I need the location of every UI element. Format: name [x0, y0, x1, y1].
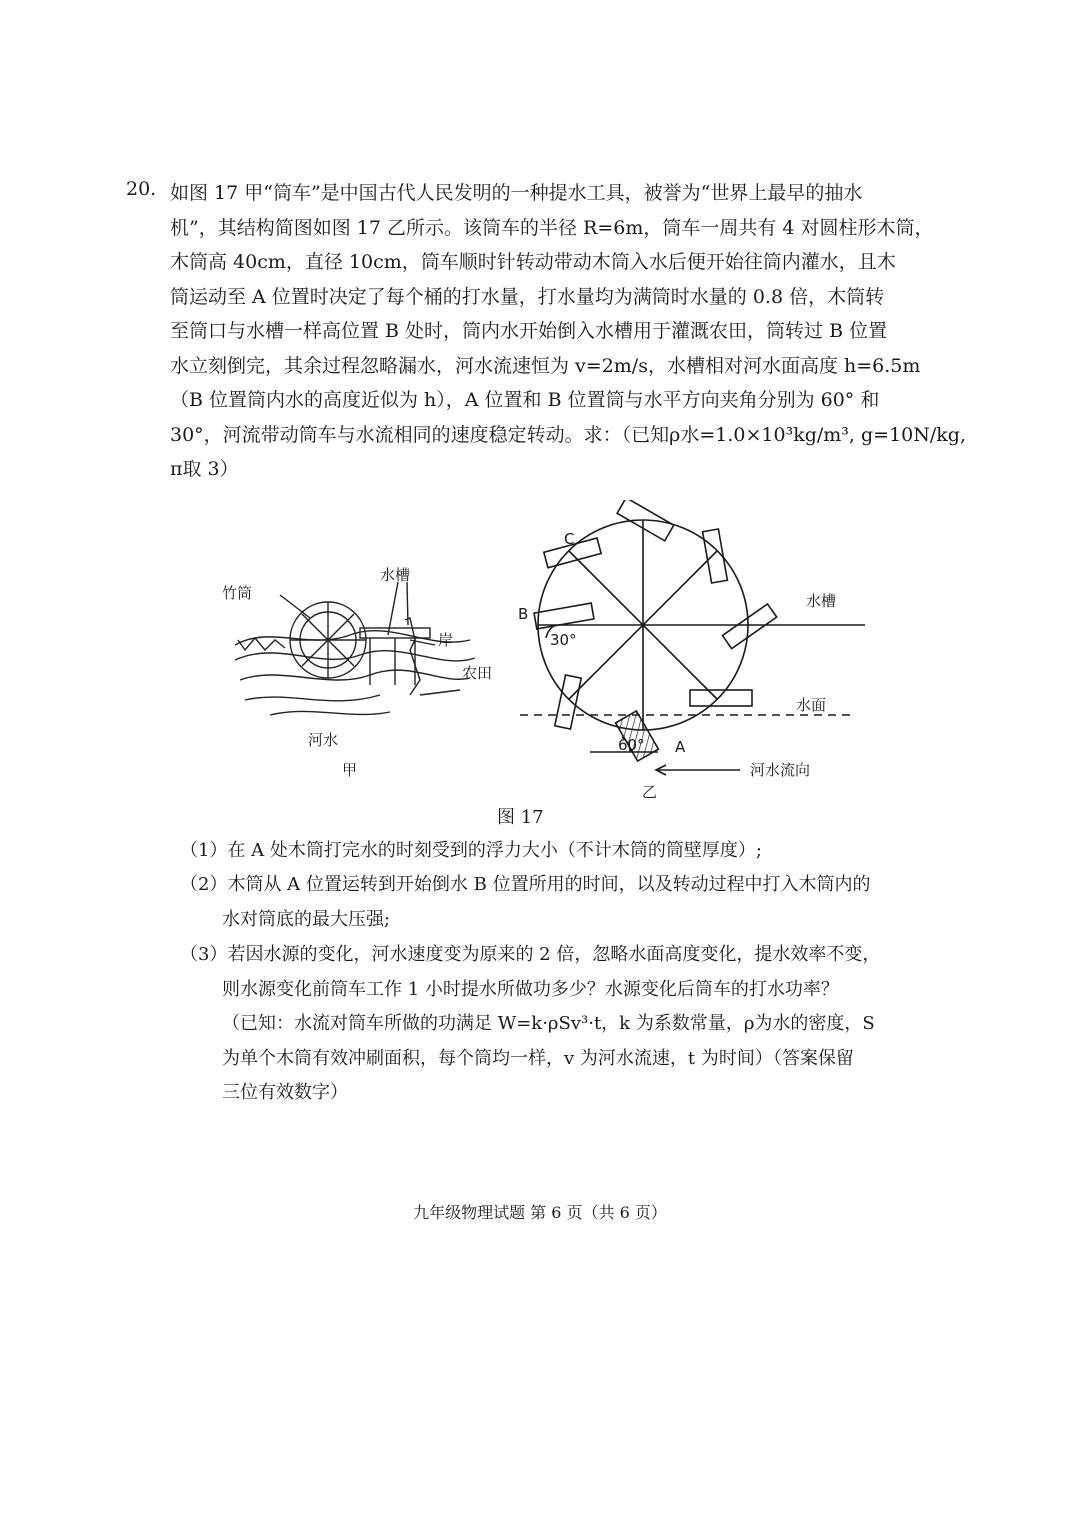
subquestion-line: 三位有效数字）	[222, 1082, 348, 1103]
subquestion-line: （3）若因水源的变化，河水速度变为原来的 2 倍，忽略水面高度变化，提水效率不变，	[180, 944, 881, 965]
stem-line: 至筒口与水槽一样高位置 B 处时，筒内水开始倒入水槽用于灌溉农田，筒转过 B 位置	[170, 320, 888, 342]
label-a: A	[675, 738, 686, 756]
label-trough-left: 水槽	[380, 566, 411, 584]
sub-caption-jia: 甲	[342, 761, 358, 779]
label-trough-right: 水槽	[806, 592, 837, 610]
figure-17	[210, 500, 870, 800]
sub-caption-yi: 乙	[642, 783, 658, 800]
label-bamboo-tube: 竹筒	[222, 584, 253, 602]
subquestion-1	[180, 834, 920, 869]
stem-line: 30°，河流带动筒车与水流相同的速度稳定转动。求：（已知ρ水=1.0×10³kg/m³, g=10N/kg,	[170, 423, 966, 446]
page-footer: 九年级物理试题 第 6 页（共 6 页）	[413, 1203, 667, 1222]
stem-line: 水立刻倒完，其余过程忽略漏水，河水流速恒为 v=2m/s，水槽相对河水面高度 h=6.5m	[170, 354, 921, 377]
label-farmland: 农田	[462, 664, 493, 682]
stem-line: （B 位置筒内水的高度近似为 h），A 位置和 B 位置筒与水平方向夹角分别为 60° 和	[170, 389, 880, 411]
label-c: C	[564, 530, 575, 548]
subquestion-line: 则水源变化前筒车工作 1 小时提水所做功多少？水源变化后筒车的打水功率？	[222, 978, 839, 1000]
question-stem	[170, 176, 966, 487]
subquestion-3	[180, 938, 920, 1111]
subquestion-2	[180, 868, 920, 937]
angle-b-label: 30°	[550, 631, 577, 649]
subquestion-line: 水对筒底的最大压强;	[222, 908, 391, 930]
label-river-flow: 河水流向	[750, 761, 811, 779]
stem-line: π取 3）	[170, 458, 239, 480]
label-b: B	[518, 605, 529, 623]
stem-line: 木筒高 40cm，直径 10cm，筒车顺时针转动带动木筒入水后便开始往筒内灌水，且木	[170, 251, 896, 273]
stem-line: 机”，其结构简图如图 17 乙所示。该筒车的半径 R=6m，筒车一周共有 4 对圆柱形木筒，	[170, 216, 934, 239]
label-water-surface: 水面	[796, 696, 827, 714]
stem-line: 如图 17 甲“筒车”是中国古代人民发明的一种提水工具，被誉为“世界上最早的抽水	[170, 182, 863, 204]
subquestion-line: （2）木筒从 A 位置运转到开始倒水 B 位置所用的时间，以及转动过程中打入木筒内的	[180, 874, 871, 895]
question-number: 20.	[126, 178, 157, 200]
label-bank: 岸	[438, 631, 454, 649]
subquestion-line: 为单个木筒有效冲刷面积，每个筒均一样，v 为河水流速，t 为时间）（答案保留	[222, 1047, 854, 1069]
figure-caption: 图 17	[497, 807, 544, 828]
subquestion-line: （1）在 A 处木筒打完水的时刻受到的浮力大小（不计木筒的筒壁厚度）;	[180, 840, 762, 861]
label-river: 河水	[308, 731, 339, 749]
angle-a-label: 60°	[618, 736, 645, 754]
subquestion-line: （已知：水流对筒车所做的功满足 W=k·ρSv³·t，k 为系数常量，ρ为水的密度，S	[222, 1013, 875, 1034]
stem-line: 筒运动至 A 位置时决定了每个桶的打水量，打水量均为满筒时水量的 0.8 倍，木筒转	[170, 285, 885, 308]
